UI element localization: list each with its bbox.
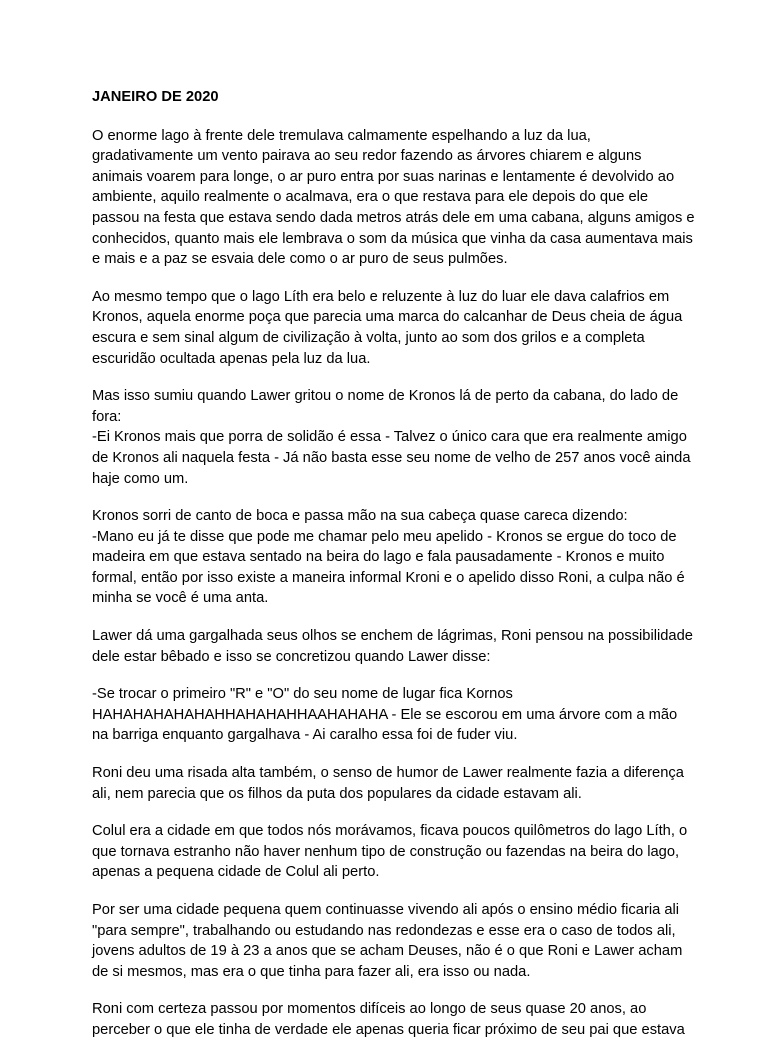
- paragraph: [92, 506, 685, 609]
- text-line: Colul era a cidade em que todos nós morávamos, ficava poucos quilômetros do lago Líth, o: [92, 823, 688, 840]
- text-line: fora:: [92, 408, 122, 425]
- text-line: Mas isso sumiu quando Lawer gritou o nome de Kronos lá de perto da cabana, do lado de: [92, 388, 679, 405]
- text-line: ali, nem parecia que os filhos da puta dos populares da cidade estavam ali.: [92, 785, 582, 802]
- text-line: Ao mesmo tempo que o lago Líth era belo e reluzente à luz do luar ele dava calafrios em: [92, 288, 670, 305]
- paragraph: [92, 386, 691, 489]
- text-line: escura e sem sinal algum de civilização à volta, junto ao som dos grilos e a completa: [92, 329, 645, 346]
- text-line: que tornava estranho não haver nenhum tipo de construção ou fazendas na beira do lago,: [92, 843, 680, 860]
- text-line: HAHAHAHAHAHAHHAHAHAHHAAHAHAHA - Ele se escorou em uma árvore com a mão: [92, 706, 678, 723]
- paragraph: [92, 900, 682, 982]
- text-line: na barriga enquanto gargalhava - Ai caralho essa foi de fuder viu.: [92, 727, 518, 744]
- text-line: passou na festa que estava sendo dada metros atrás dele em uma cabana, alguns amigos e: [92, 209, 695, 226]
- text-line: formal, então por isso existe a maneira informal Kroni e o apelido disso Roni, a culpa não é: [92, 569, 685, 586]
- text-line: madeira em que estava sentado na beira do lago e fala pausadamente - Kronos e muito: [92, 549, 665, 566]
- text-line: Kronos sorri de canto de boca e passa mão na sua cabeça quase careca dizendo:: [92, 508, 628, 525]
- paragraph: [92, 626, 693, 667]
- text-line: haje como um.: [92, 470, 189, 487]
- text-line: ambiente, aquilo realmente o acalmava, era o que restava para ele depois do que ele: [92, 189, 649, 206]
- text-line: Roni com certeza passou por momentos difíceis ao longo de seus quase 20 anos, ao: [92, 1001, 647, 1018]
- text-line: -Ei Kronos mais que porra de solidão é essa - Talvez o único cara que era realmente amigo: [92, 429, 687, 446]
- page-title: JANEIRO DE 2020: [92, 89, 219, 105]
- text-line: apenas a pequena cidade de Colul ali perto.: [92, 864, 380, 881]
- paragraph: [92, 126, 695, 270]
- text-line: Roni deu uma risada alta também, o senso de humor de Lawer realmente fazia a diferença: [92, 765, 684, 782]
- text-line: -Se trocar o primeiro "R" e "O" do seu nome de lugar fica Kornos: [92, 686, 513, 703]
- text-line: -Mano eu já te disse que pode me chamar pelo meu apelido - Kronos se ergue do toco de: [92, 528, 677, 545]
- text-line: jovens adultos de 19 à 23 a anos que se acham Deuses, não é o que Roni e Lawer acham: [92, 943, 683, 960]
- text-line: dele estar bêbado e isso se concretizou quando Lawer disse:: [92, 648, 491, 665]
- text-line: de si mesmos, mas era o que tinha para fazer ali, era isso ou nada.: [92, 963, 531, 980]
- text-line: Lawer dá uma gargalhada seus olhos se enchem de lágrimas, Roni pensou na possibilidade: [92, 628, 693, 645]
- text-line: Por ser uma cidade pequena quem continuasse vivendo ali após o ensino médio ficaria ali: [92, 902, 680, 918]
- text-line: O enorme lago à frente dele tremulava calmamente espelhando a luz da lua,: [92, 127, 591, 144]
- document-body: [92, 87, 695, 1058]
- paragraph: [92, 287, 682, 369]
- paragraph: [92, 684, 682, 746]
- text-line: minha se você é uma anta.: [92, 590, 269, 607]
- text-line: perceber o que ele tinha de verdade ele apenas queria ficar próximo de seu pai que estava: [92, 1021, 685, 1038]
- paragraph: [92, 763, 682, 804]
- paragraph: [92, 999, 685, 1040]
- text-line: "para sempre", trabalhando ou estudando nas redondezas e esse era o caso de todos ali,: [92, 922, 676, 939]
- text-line: escuridão ocultada apenas pela luz da lua.: [92, 350, 371, 367]
- text-line: gradativamente um vento pairava ao seu redor fazendo as árvores chiarem e alguns: [92, 148, 642, 165]
- paragraph: [92, 821, 688, 883]
- text-line: animais voarem para longe, o ar puro entra por suas narinas e lentamente é devolvido ao: [92, 168, 675, 185]
- text-line: conhecidos, quanto mais ele lembrava o som da música que vinha da casa aumentava mais: [92, 230, 693, 247]
- text-line: Kronos, aquela enorme poça que parecia uma marca do calcanhar de Deus cheia de água: [92, 309, 683, 326]
- text-line: de Kronos ali naquela festa - Já não basta esse seu nome de velho de 257 anos você ainda: [92, 449, 691, 466]
- text-line: e mais e a paz se esvaia dele como o ar puro de seus pulmões.: [92, 251, 508, 268]
